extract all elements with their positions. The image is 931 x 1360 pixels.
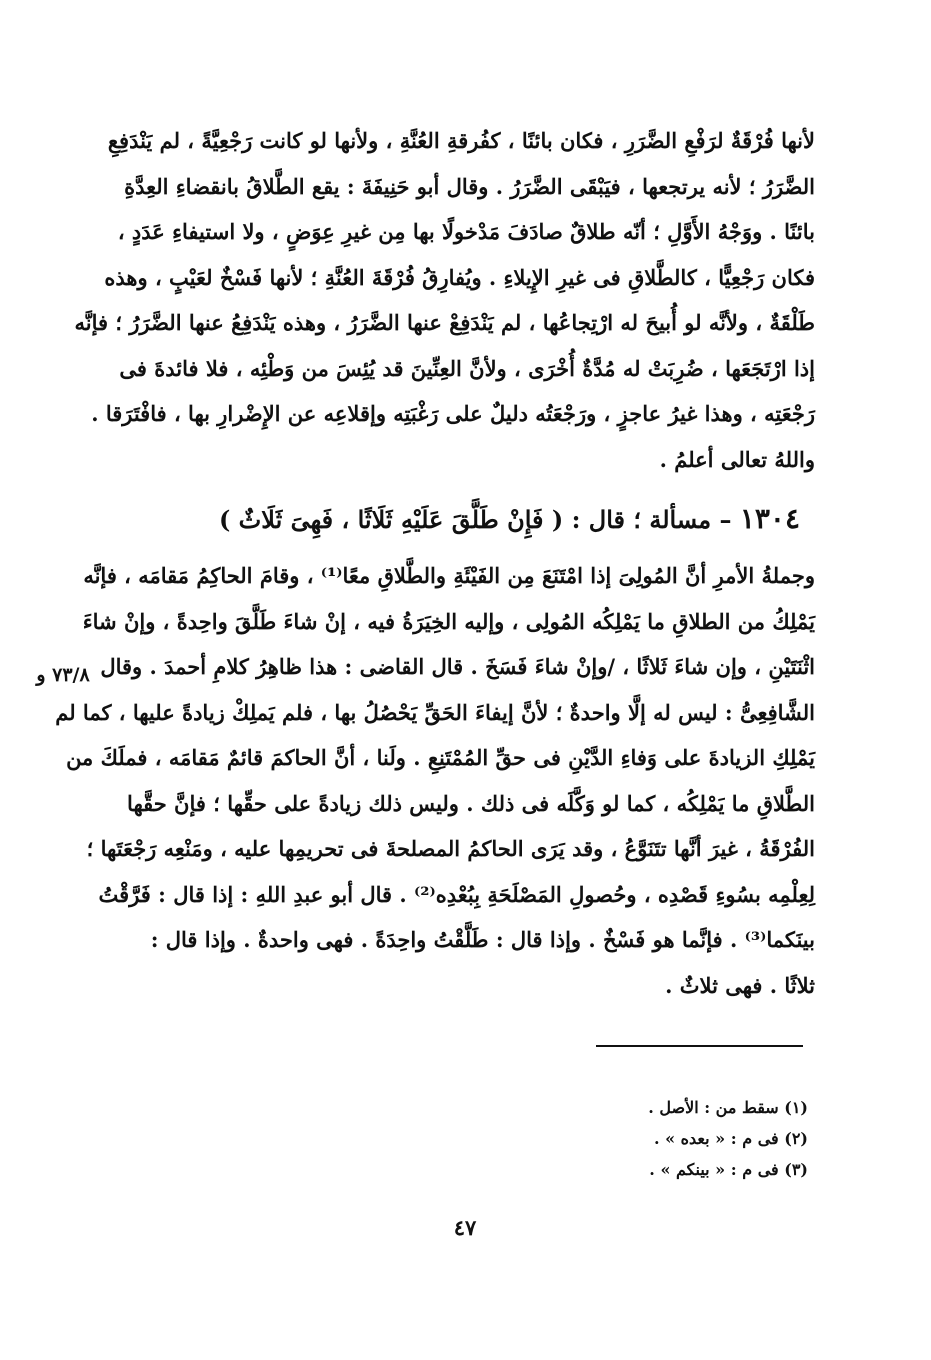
text-line: اثْنَتَيْنِ ، وإن شاءَ ثَلاثًا ، /وإنْ شاءَ فَسَخَ . قال القاضى : هذا ظاهِرُ كلامِ أحمدَ . وقال bbox=[100, 654, 815, 679]
text-line: يَمْلِكِ الزيادةَ على وَفاءِ الدَّيْنِ فى حقِّ المُمْتَنِعِ . ولَنا ، أنَّ الحاكمَ قائمٌ مَقامَه ، فملَكَ من bbox=[66, 745, 815, 770]
text-line: لأنها فُرْقَةٌ لرَفْعِ الضَّرَرِ ، فكان بائنًا ، كفُرقةِ العُنَّةِ ، ولأنها لو كانت رَجْعِيَّةً ، لم يَنْدَفِعِ bbox=[107, 128, 815, 153]
text-line: الضَّرَرُ ؛ لأنه يرتجعها ، فيَبْقَى الضَّرَرُ . وقال أبو حَنِيفَةَ : يقع الطَّلاقُ بانقضاءِ العِدَّةِ bbox=[124, 173, 815, 199]
issue-heading bbox=[110, 494, 800, 545]
text-line: رَجْعَتِه ، وهذا غيرُ عاجزٍ ، ورَجْعَتُه دليلٌ على رَغْبَتِه وإقلاعِه عن الإِضْرارِ بها ، فافْتَرَقا . bbox=[91, 401, 815, 426]
text-line: طَلْقَةٌ ، ولأنَّه لو أُبيحَ له ارْتِجاعُها ، لم يَنْدَفِعْ عنها الضَّرَرُ ، وهذه يَنْدَفِعُ عنها الضَّرَرُ ؛ فإنَّه bbox=[74, 310, 815, 335]
issue-number: ١٣٠٤ bbox=[739, 502, 800, 535]
text-line: الشَّافِعِىُّ : ليس له إلَّا واحدةٌ ؛ لأنَّ إيفاءَ الحَقِّ يَحْصُلُ بها ، فلم يَملِكْ زيادةً عليها ، كما لم bbox=[55, 699, 815, 725]
footnote-item: (١) سقط من : الأصل . bbox=[648, 1098, 808, 1117]
text-line: فكان رَجْعِيًّا ، كالطَّلاقِ فى غيرِ الإِيلاءِ . ويُفارِقُ فُرْقَةَ العُنَّةِ ؛ لأنها فَسْخٌ لعَيْبٍ ، وهذه bbox=[104, 264, 815, 290]
issue-quote: ( فَإِنْ طَلَّقَ عَلَيْهِ ثَلَاثًا ، فَهِىَ ثَلَاثٌ ) bbox=[218, 505, 564, 534]
text-line: الفُرْقَةُ ، غيرَ أنَّها تتَنَوَّعُ ، وقد يَرَى الحاكمُ المصلحةَ فى تحريمِها عليه ، ومَنْعِه رَجْعَتَها ؛ bbox=[86, 836, 815, 861]
text-line: بائنًا . ووَجْهُ الأَوَّلِ ؛ أنّه طلاقٌ صادَفَ مَدْخولًا بها مِن غيرِ عِوَضٍ ، ولا استيفاءِ عَدَدٍ ، bbox=[117, 219, 815, 244]
paragraph-continuation bbox=[74, 118, 815, 482]
text-line: يَمْلِكُ من الطلاقِ ما يَمْلِكُه المُولِى ، وإليه الخِيَرَةُ فيه ، إنْ شاءَ طَلَّقَ واحِدةً ، وإنْ شاءَ bbox=[82, 608, 815, 634]
text-line: وجملةُ الأمرِ أنَّ المُولِىَ إذا امْتَنَعَ مِن الفَيْئَةِ والطَّلاقِ معًا⁽¹⁾ ، وقامَ الحاكِمُ مَقامَه ، فإنَّه bbox=[83, 563, 815, 588]
text-line: الطَّلاقِ ما يَمْلِكُه ، كما لو وَكَّلَه فى ذلك . وليس ذلك زيادةً على حقِّها ؛ فإنَّ حقَّها bbox=[127, 790, 815, 816]
footnote-divider bbox=[596, 1045, 803, 1047]
text-line: واللهُ تعالى أعلمُ . bbox=[659, 446, 815, 472]
footnote-item: (٣) فى م : « بينكم » . bbox=[649, 1160, 808, 1179]
text-line: لِعِلْمِه بسُوءِ قَصْدِه ، وحُصولِ المَصْلَحَةِ بِبُعْدِه⁽²⁾ . قال أبو عبدِ اللهِ : إذا قال : فَرَّقْتُ bbox=[98, 881, 815, 907]
footnotes bbox=[400, 1092, 808, 1185]
page-number: ٤٧ bbox=[453, 1215, 477, 1240]
issue-label: – مسألة ؛ قال : bbox=[571, 505, 732, 534]
manuscript-folio-note: ٧٣/٨ و bbox=[36, 664, 90, 686]
text-line: إذا ارْتَجَعَها ، ضُرِبَتْ له مُدَّةٌ أُخْرَى ، ولأنَّ العِنِّينَ قد يُئِسَ من وَطْئِه ، فلا فائدةَ فى bbox=[119, 355, 815, 381]
text-line: بينَكما⁽³⁾ . فإنَّما هو فَسْخٌ . وإذا قال : طَلَّقْتُ واحِدَةً . فهى واحدةٌ . وإذا قال : bbox=[150, 927, 815, 952]
text-line: ثلاثًا . فهى ثلاثٌ . bbox=[665, 972, 815, 998]
footnote-item: (٢) فى م : « بعده » . bbox=[653, 1129, 808, 1148]
